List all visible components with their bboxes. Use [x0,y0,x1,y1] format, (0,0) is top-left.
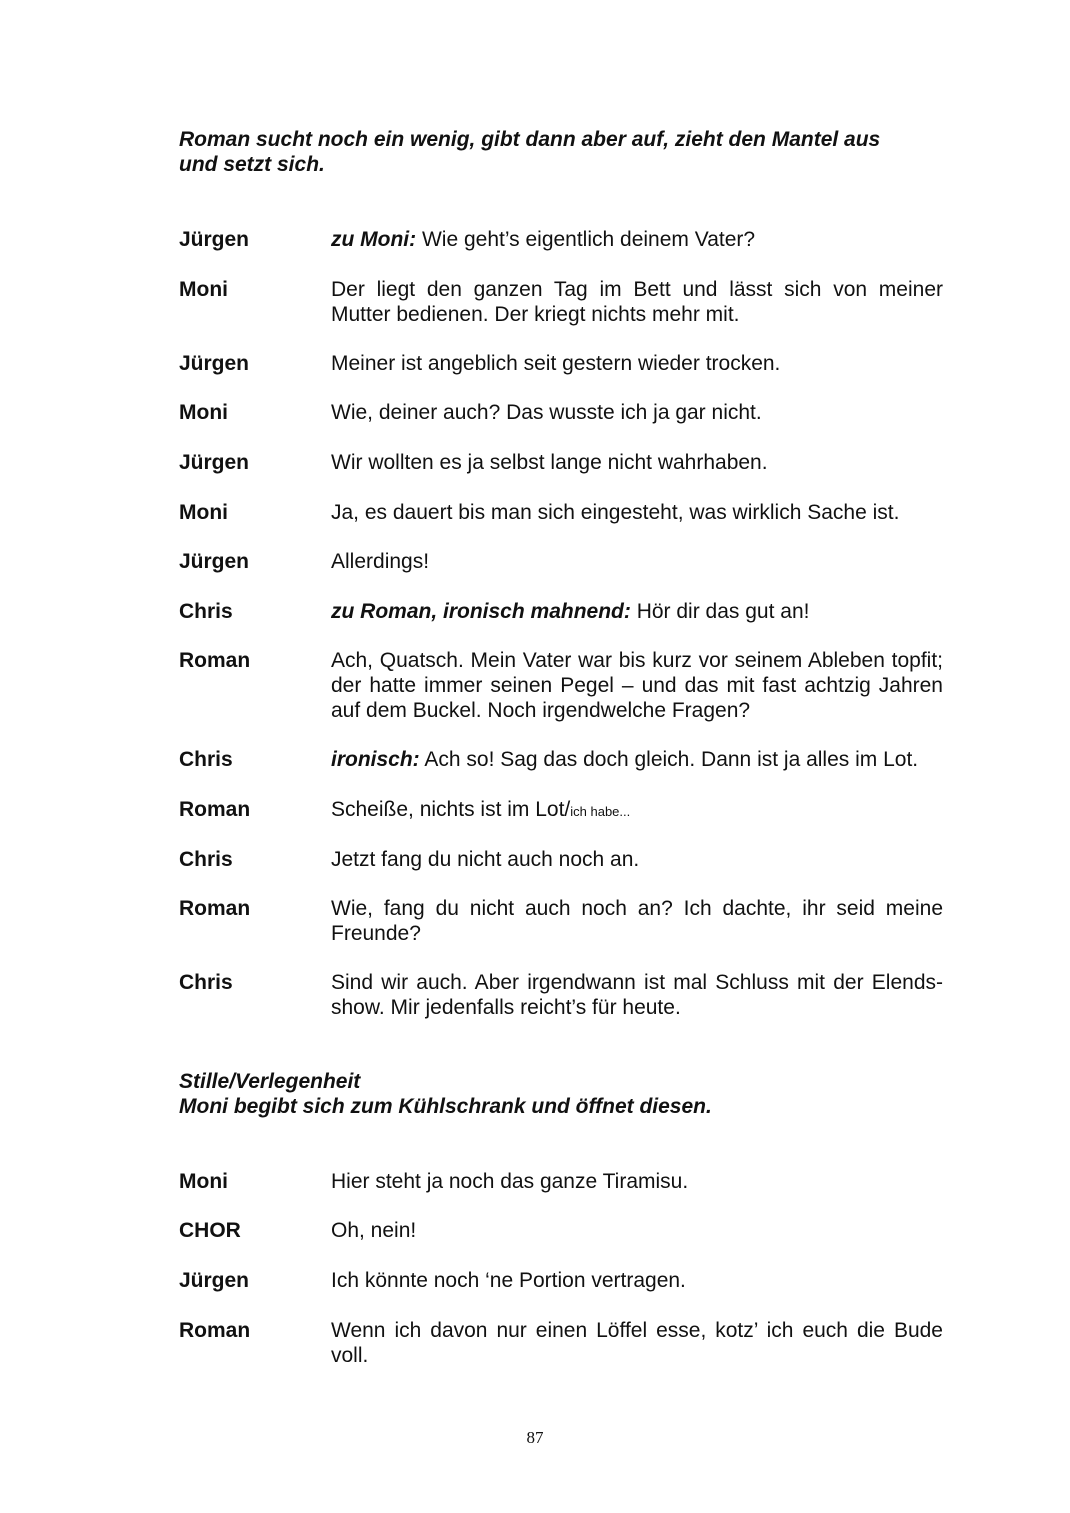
speech-text [331,797,943,824]
speech-text [331,1169,943,1194]
speaker-name: Jürgen [179,1269,250,1292]
stage-direction-line: Roman sucht noch ein wenig, gibt dann aber auf, zieht den Mantel aus [179,128,881,151]
stage-note: zu Roman, ironisch mahnend: [331,600,631,623]
speech-text [331,549,943,574]
stage-note: zu Moni: [331,228,417,251]
speech-text [331,400,943,425]
speech-body: Wir wollten es ja selbst lange nicht wahrhaben. [331,451,768,474]
stage-note: ironisch: [331,748,420,771]
speech-text [331,847,943,872]
speech-text [331,351,943,376]
speech-text [331,747,943,772]
speech-text [331,970,943,1020]
speaker-name: Jürgen [179,451,250,474]
speech-body: Ach so! Sag das doch gleich. Dann ist ja alles im Lot. [419,748,919,771]
speech-interruption: ich habe... [570,804,631,819]
stage-direction [179,1069,944,1119]
stage-direction [179,127,944,177]
speech-text [331,648,943,723]
speaker-name: Chris [179,848,233,871]
speech-body: Sind wir auch. Aber irgendwann ist mal Schluss mit der Elends-show. Mir jedenfalls reicht’s für heute. [331,971,943,1019]
speaker-name: Moni [179,501,228,524]
speech-body: Wie, deiner auch? Das wusste ich ja gar nicht. [331,401,762,424]
speech-body: Allerdings! [331,550,430,573]
speech-text [331,599,943,624]
speaker-name: Chris [179,600,233,623]
speech-text [331,277,943,327]
speaker-name: CHOR [179,1219,241,1242]
speaker-name: Roman [179,798,251,821]
page-number: 87 [526,1428,544,1447]
speech-text [331,1318,943,1368]
speech-text [331,1268,943,1293]
speech-body: Wie geht’s eigentlich deinem Vater? [416,228,756,251]
speech-body: Hör dir das gut an! [630,600,810,623]
speech-body: Meiner ist angeblich seit gestern wieder trocken. [331,352,781,375]
speaker-name: Moni [179,278,228,301]
speaker-name: Jürgen [179,352,250,375]
speech-body: Scheiße, nichts ist im Lot/ [331,798,571,821]
speech-text [331,896,943,946]
speech-body: Hier steht ja noch das ganze Tiramisu. [331,1170,689,1193]
speech-body: Ach, Quatsch. Mein Vater war bis kurz vor seinem Ableben topfit; der hatte immer seinen Pegel – und das mit fast achtzig Jahren auf dem Buckel. Noch irgendwelche Fragen? [331,649,943,722]
speech-text [331,227,943,252]
speaker-name: Roman [179,897,251,920]
speaker-name: Chris [179,748,233,771]
speaker-name: Roman [179,649,251,672]
speech-body: Ja, es dauert bis man sich eingesteht, was wirklich Sache ist. [331,501,900,524]
speech-body: Jetzt fang du nicht auch noch an. [331,848,640,871]
speech-body: Der liegt den ganzen Tag im Bett und lässt sich von meiner Mutter bedienen. Der kriegt nichts mehr mit. [331,278,943,326]
speech-text [331,1218,943,1243]
speech-text [331,500,943,525]
speaker-name: Moni [179,1170,228,1193]
stage-direction-line: Stille/Verlegenheit [179,1070,361,1093]
speaker-name: Jürgen [179,550,250,573]
speaker-name: Jürgen [179,228,250,251]
speech-text [331,450,943,475]
speech-body: Oh, nein! [331,1219,417,1242]
stage-direction-line: und setzt sich. [179,153,325,176]
speaker-name: Moni [179,401,228,424]
speaker-name: Roman [179,1319,251,1342]
speaker-name: Chris [179,971,233,994]
stage-direction-line: Moni begibt sich zum Kühlschrank und öffnet diesen. [179,1095,712,1118]
speech-body: Wenn ich davon nur einen Löffel esse, kotz’ ich euch die Bude voll. [331,1319,943,1367]
speech-body: Wie, fang du nicht auch noch an? Ich dachte, ihr seid meine Freunde? [331,897,943,945]
speech-body: Ich könnte noch ‘ne Portion vertragen. [331,1269,686,1292]
